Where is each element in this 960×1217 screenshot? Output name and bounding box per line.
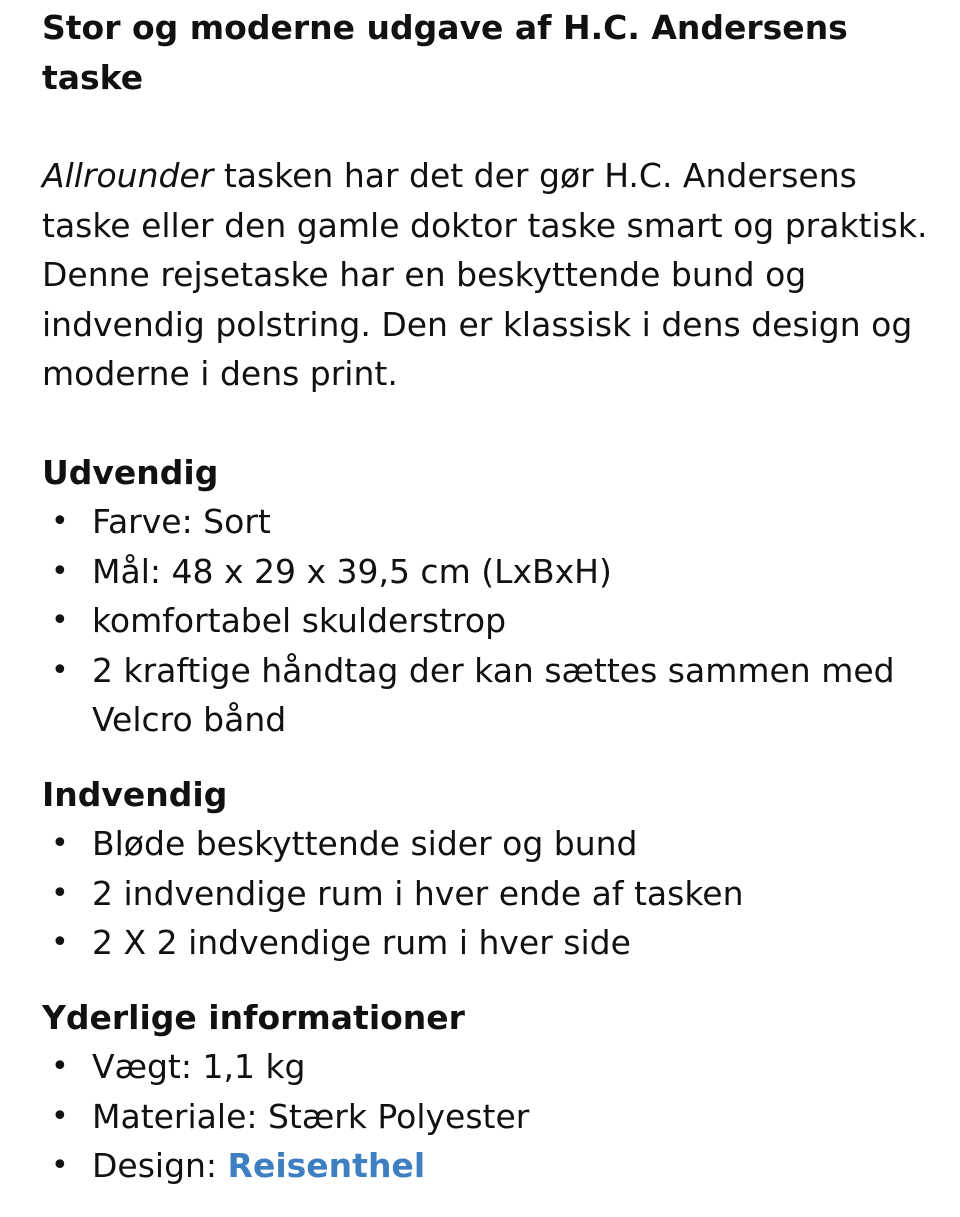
list-item-text: Vægt: 1,1 kg (92, 1047, 306, 1086)
bullet-icon: • (51, 652, 69, 688)
list-item-text: 2 X 2 indvendige rum i hver side (92, 923, 631, 962)
section-spacer (42, 968, 942, 993)
list-item-text: Mål: 48 x 29 x 39,5 cm (LxBxH) (92, 551, 612, 591)
intro-emphasis: Allrounder (42, 156, 214, 195)
yderlige-list (42, 1042, 942, 1191)
bullet-icon: • (51, 603, 69, 638)
bullet-icon: • (51, 1098, 69, 1134)
list-item (42, 1141, 942, 1191)
list-item-text: komfortabel skulderstrop (92, 601, 507, 640)
bullet-icon: • (51, 925, 69, 960)
section-heading-yderlige: Yderlige informationer (42, 997, 465, 1037)
section-heading-udvendig: Udvendig (42, 452, 219, 492)
list-item (42, 547, 942, 597)
list-item-text: Materiale: Stærk Polyester (92, 1096, 530, 1136)
list-item (42, 646, 942, 745)
intro-text: tasken har det der gør H.C. Andersens taske eller den gamle doktor taske smart og praktisk. Denne rejsetaske har en beskyttende bund og indvendig polstring. Den er klassisk i dens design og moderne i dens print. (42, 156, 928, 393)
list-item-text: Farve: Sort (92, 502, 271, 541)
list-item (42, 819, 942, 869)
bullet-icon: • (51, 826, 69, 861)
section-heading-indvendig: Indvendig (42, 774, 228, 814)
list-item-text: Bløde beskyttende sider og bund (92, 824, 638, 863)
list-item-text: 2 kraftige håndtag der kan sættes sammen med Velcro bånd (92, 650, 895, 739)
page-title: Stor og moderne udgave af H.C. Andersens taske (42, 8, 848, 97)
bullet-icon: • (51, 875, 69, 911)
design-brand-link[interactable]: Reisenthel (227, 1146, 426, 1185)
bullet-icon: • (51, 553, 69, 589)
design-label: Design: (92, 1146, 228, 1185)
list-item (42, 596, 942, 646)
list-item (42, 869, 942, 919)
section-spacer (42, 745, 942, 770)
bullet-icon: • (51, 1049, 69, 1084)
udvendig-list (42, 497, 942, 745)
list-item-text: 2 indvendige rum i hver ende af tasken (92, 873, 744, 913)
list-item (42, 497, 942, 547)
intro-paragraph (42, 151, 942, 399)
product-description (42, 3, 942, 1191)
bullet-icon: • (51, 1148, 69, 1183)
list-item (42, 1042, 942, 1092)
bullet-icon: • (51, 504, 69, 539)
indvendig-list (42, 819, 942, 968)
list-item (42, 1092, 942, 1142)
list-item (42, 918, 942, 968)
